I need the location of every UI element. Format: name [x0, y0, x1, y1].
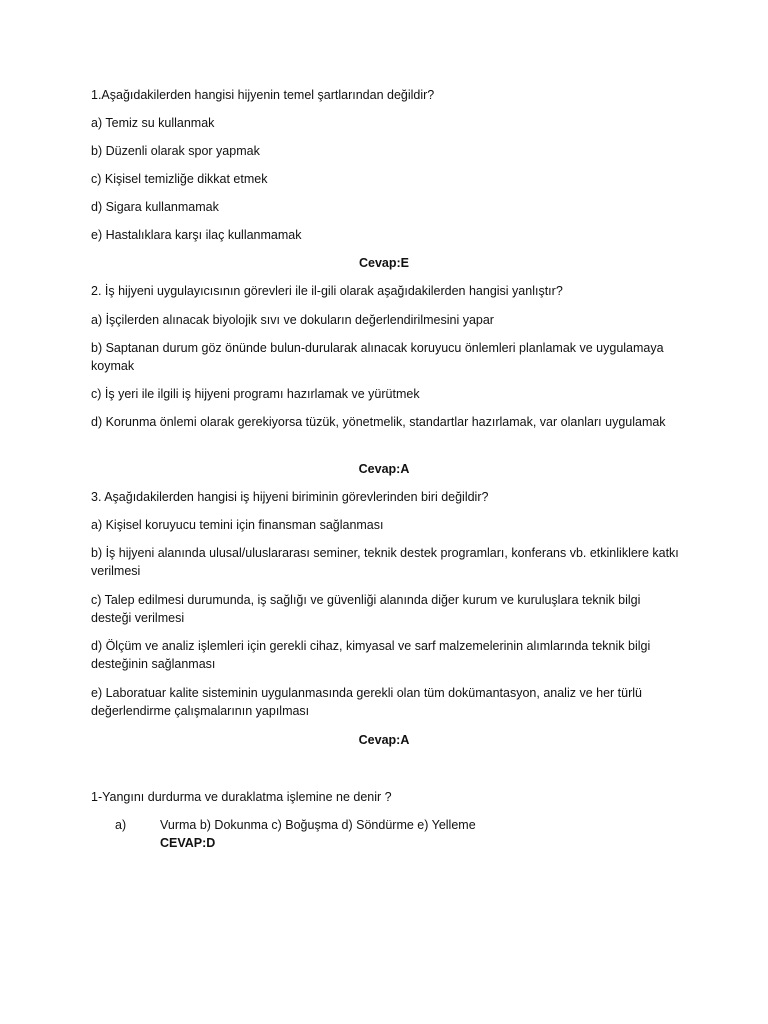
q1-option-e: e) Hastalıklara karşı ilaç kullanmamak [91, 228, 302, 242]
q3-option-d: d) Ölçüm ve analiz işlemleri için gerekli cihaz, kimyasal ve sarf malzemelerinin alımlarında teknik bilgi desteğinin sağlanması [91, 639, 651, 671]
q2-option-d: d) Korunma önlemi olarak gerekiyorsa tüzük, yönetmelik, standartlar hazırlamak, var olanları uygulamak [91, 415, 666, 429]
q2-answer: Cevap:A [358, 462, 410, 476]
q4-option-marker: a) [115, 818, 127, 832]
q4-options: Vurma b) Dokunma c) Boğuşma d) Söndürme e) Yelleme [160, 818, 476, 832]
question-3: 3. Aşağıdakilerden hangisi iş hijyeni biriminin görevlerinden biri değildir? [91, 490, 489, 504]
question-4: 1-Yangını durdurma ve duraklatma işlemine ne denir ? [91, 790, 392, 804]
q2-option-a: a) İşçilerden alınacak biyolojik sıvı ve dokuların değerlendirilmesini yapar [91, 313, 494, 327]
q3-answer: Cevap:A [358, 733, 410, 747]
q3-option-b: b) İş hijyeni alanında ulusal/uluslararası seminer, teknik destek programları, konferans vb. etkinliklere katkı verilmesi [91, 546, 679, 578]
q4-answer: CEVAP:D [160, 836, 216, 850]
q1-option-c: c) Kişisel temizliğe dikkat etmek [91, 172, 268, 186]
q2-option-b: b) Saptanan durum göz önünde bulun-durularak alınacak koruyucu önlemleri planlamak ve uygulamaya koymak [91, 341, 664, 373]
q3-option-e: e) Laboratuar kalite sisteminin uygulanmasında gerekli olan tüm dokümantasyon, analiz ve her türlü değerlendirme çalışmalarının yapılması [91, 686, 642, 718]
q1-answer: Cevap:E [358, 256, 410, 270]
q2-option-c: c) İş yeri ile ilgili iş hijyeni programı hazırlamak ve yürütmek [91, 387, 420, 401]
q3-option-c: c) Talep edilmesi durumunda, iş sağlığı ve güvenliği alanında diğer kurum ve kuruluşlara teknik bilgi desteği verilmesi [91, 593, 641, 625]
question-1: 1.Aşağıdakilerden hangisi hijyenin temel şartlarından değildir? [91, 88, 435, 102]
q1-option-a: a) Temiz su kullanmak [91, 116, 215, 130]
question-2: 2. İş hijyeni uygulayıcısının görevleri ile il-gili olarak aşağıdakilerden hangisi yanlıştır? [91, 284, 563, 298]
q3-option-a: a) Kişisel koruyucu temini için finansman sağlanması [91, 518, 384, 532]
q1-option-d: d) Sigara kullanmamak [91, 200, 219, 214]
q1-option-b: b) Düzenli olarak spor yapmak [91, 144, 260, 158]
